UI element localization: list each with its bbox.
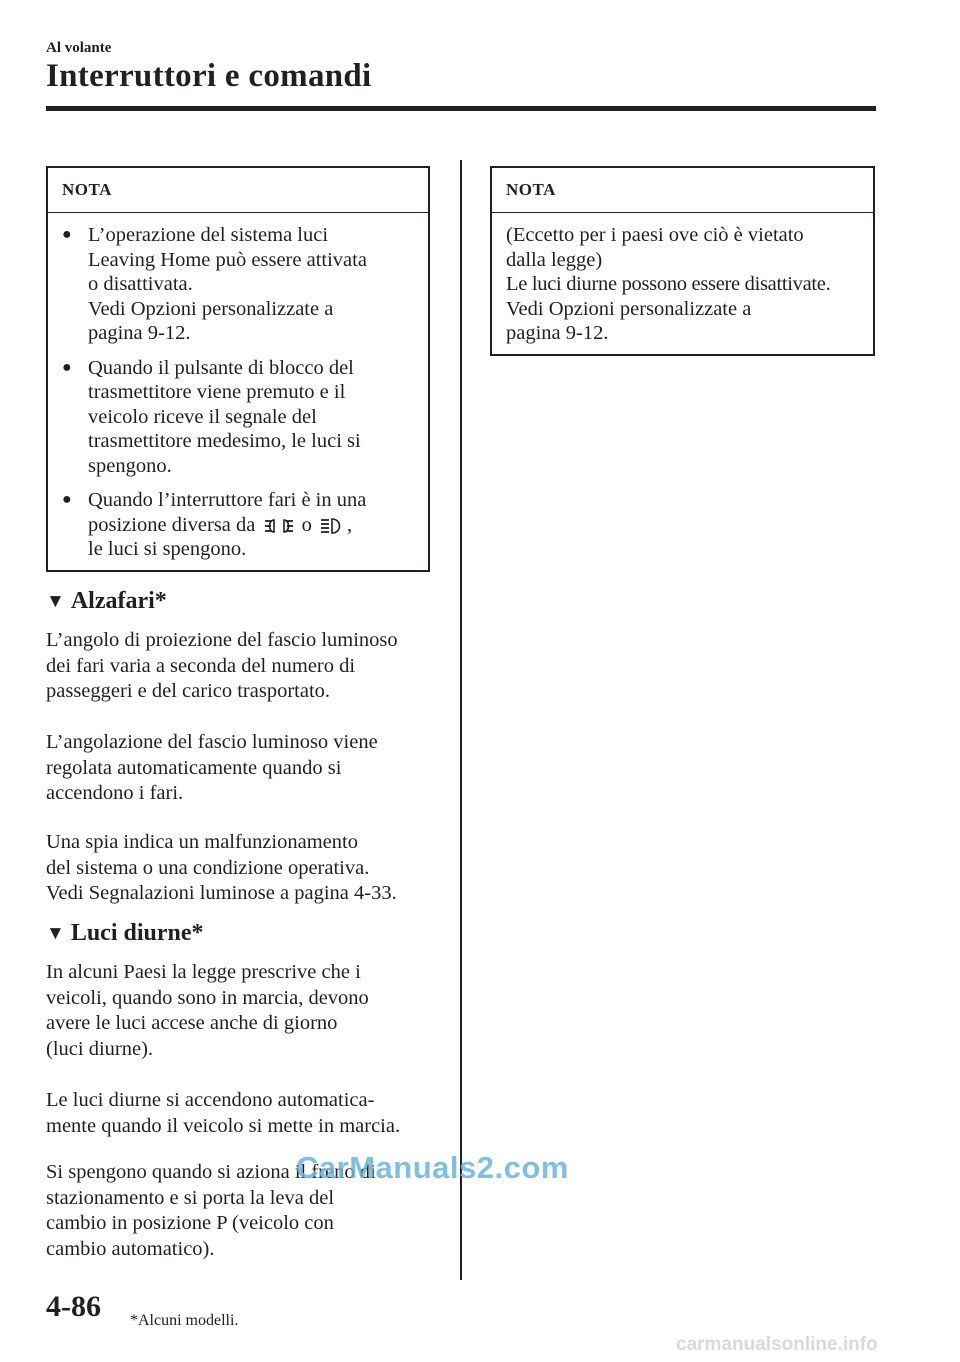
- note-body: [48, 213, 428, 562]
- note-line: pagina 9-12.: [88, 322, 191, 344]
- note-bullet: [62, 223, 418, 346]
- bullet-dot: ●: [62, 358, 72, 376]
- column-divider: [460, 160, 462, 1280]
- text-line: L’angolo di proiezione del fascio luminoso: [46, 629, 398, 651]
- paragraph: [46, 628, 446, 705]
- note-line: le luci si spengono.: [88, 538, 247, 560]
- text-line: passeggeri e del carico trasportato.: [46, 680, 331, 702]
- triangle-down-icon: ▼: [46, 590, 65, 612]
- section-label: Al volante: [46, 40, 112, 56]
- note-line: Vedi Opzioni personalizzate a: [506, 297, 752, 320]
- heading-text: Alzafari*: [70, 588, 167, 614]
- site-footer-link[interactable]: carmanualsonline.info: [676, 1334, 878, 1355]
- heading-text: Luci diurne*: [70, 920, 204, 946]
- text-line: Una spia indica un malfunzionamento: [46, 831, 358, 853]
- text-line: del sistema o una condizione operativa.: [46, 856, 370, 879]
- note-bullet: [62, 488, 418, 562]
- parking-lights-icon: [264, 517, 294, 535]
- page-title: Interruttori e comandi: [46, 58, 372, 94]
- text-line: Vedi Segnalazioni luminose a pagina 4-33.: [46, 882, 397, 904]
- text-line: mente quando il veicolo si mette in marcia.: [46, 1114, 401, 1137]
- text-line: L’angolazione del fascio luminoso viene: [46, 731, 378, 753]
- section-heading-alzafari: [46, 588, 167, 615]
- note-line: o disattivata.: [88, 273, 193, 295]
- note-box-right: [490, 166, 875, 356]
- note-title: NOTA: [48, 168, 428, 213]
- text-line: (luci diurne).: [46, 1037, 154, 1060]
- paragraph: [46, 830, 446, 907]
- text-line: avere le luci accese anche di giorno: [46, 1012, 338, 1034]
- note-line: Leaving Home può essere attivata: [88, 248, 367, 271]
- note-line: Quando l’interruttore fari è in una: [88, 489, 367, 511]
- footnote: *Alcuni modelli.: [130, 1312, 239, 1329]
- headlights-icon: [320, 517, 344, 535]
- note-bullet: [62, 356, 418, 479]
- text-line: accendono i fari.: [46, 782, 184, 804]
- text-line: veicoli, quando sono in marcia, devono: [46, 986, 369, 1009]
- note-line: trasmettitore medesimo, le luci si: [88, 430, 361, 452]
- note-text: posizione diversa da: [88, 513, 256, 536]
- note-line: veicolo riceve il segnale del: [88, 405, 317, 428]
- note-line: [88, 513, 366, 538]
- text-line: dei fari varia a seconda del numero di: [46, 654, 356, 677]
- text-line: cambio automatico).: [46, 1237, 215, 1260]
- note-line: trasmettitore viene premuto e il: [88, 381, 346, 403]
- note-line: (Eccetto per i paesi ove ciò è vietato: [506, 224, 804, 246]
- text-line: In alcuni Paesi la legge prescrive che i: [46, 961, 361, 983]
- note-line: Vedi Opzioni personalizzate a: [88, 297, 334, 320]
- note-text: ,: [347, 513, 353, 536]
- triangle-down-icon: ▼: [46, 922, 65, 944]
- note-line: Le luci diurne possono essere disattivate.: [506, 273, 831, 295]
- note-line: pagina 9-12.: [506, 322, 609, 344]
- text-line: Si spengono quando si aziona il freno di: [46, 1161, 376, 1183]
- note-line: L’operazione del sistema luci: [88, 224, 329, 246]
- title-rule: [46, 106, 876, 111]
- text-line: Le luci diurne si accendono automatica-: [46, 1089, 375, 1111]
- text-line: cambio in posizione P (veicolo con: [46, 1212, 334, 1234]
- note-body: [492, 213, 873, 346]
- note-box-left: [46, 166, 430, 572]
- paragraph: [46, 1088, 446, 1139]
- note-title: NOTA: [492, 168, 873, 213]
- note-line: spengono.: [88, 454, 172, 477]
- bullet-dot: ●: [62, 491, 72, 508]
- note-text: o: [301, 513, 312, 536]
- section-heading-luci-diurne: [46, 920, 204, 947]
- watermark: CarManuals2.com: [296, 1150, 569, 1185]
- paragraph: [46, 730, 446, 807]
- text-line: stazionamento e si porta la leva del: [46, 1186, 335, 1209]
- page-number: 4-86: [46, 1290, 101, 1323]
- note-line: dalla legge): [506, 248, 603, 271]
- bullet-dot: ●: [62, 226, 72, 243]
- paragraph: [46, 960, 446, 1062]
- note-line: Quando il pulsante di blocco del: [88, 356, 354, 379]
- text-line: regolata automaticamente quando si: [46, 756, 342, 779]
